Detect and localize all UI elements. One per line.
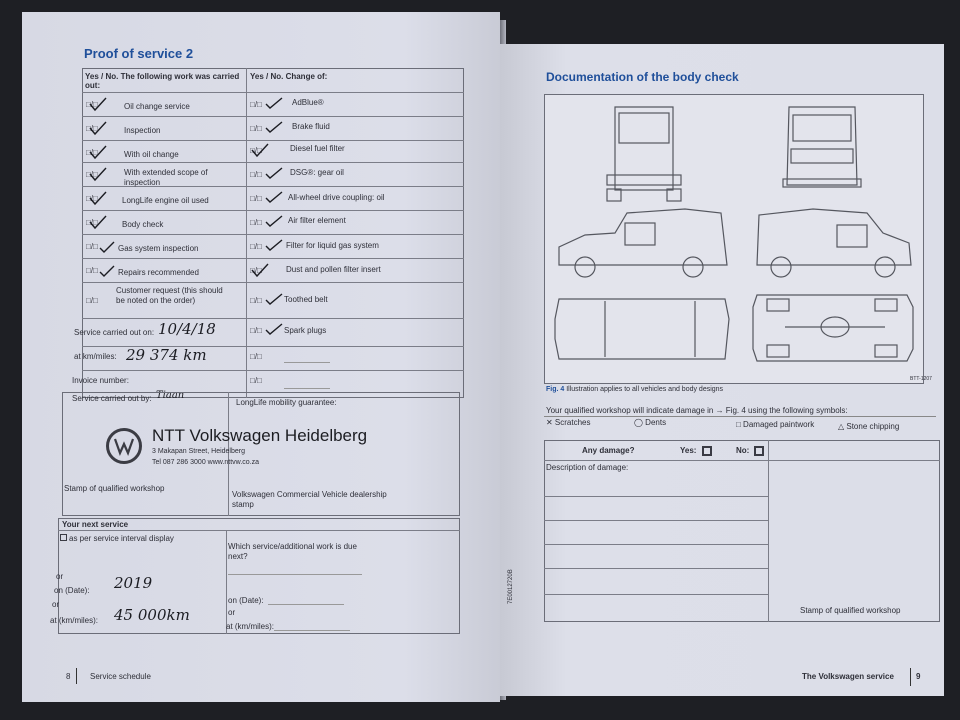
yes-label: Yes: (680, 446, 697, 455)
next-km-value[interactable]: 45 000km (114, 606, 190, 624)
item-customer: Customer request (this should be noted on the order) (116, 286, 223, 305)
check-brake[interactable]: □/□ (250, 124, 262, 133)
symbol-paintwork: □ Damaged paintwork (736, 420, 815, 429)
right-page (500, 44, 944, 696)
item-pollen: Dust and pollen filter insert (286, 265, 381, 274)
item-belt: Toothed belt (284, 295, 328, 304)
figure-code: BTT-1207 (910, 376, 932, 382)
carried-out-by-label: Service carried out by: (72, 394, 152, 403)
check-body[interactable]: □/□ (86, 218, 98, 227)
check-air[interactable]: □/□ (250, 218, 262, 227)
side-code: 7E0012720B (508, 569, 514, 604)
dealer-contact: Tel 087 286 3000 www.nttvw.co.za (152, 459, 260, 466)
body-check-title: Documentation of the body check (546, 70, 739, 84)
vehicle-diagram (545, 95, 923, 383)
item-gas: Gas system inspection (118, 244, 199, 253)
check-adblue[interactable]: □/□ (250, 100, 262, 109)
handwritten-ticks-col1 (86, 96, 116, 286)
item-repairs: Repairs recommended (118, 268, 199, 277)
stamp-label: Stamp of qualified workshop (64, 484, 165, 493)
col1-header: Yes / No. The following work was carried out: (85, 72, 240, 90)
item-body: Body check (122, 220, 164, 229)
item-spark: Spark plugs (284, 326, 327, 335)
check-diesel[interactable]: □/□ (250, 146, 262, 155)
description-label: Description of damage: (546, 463, 629, 472)
km-label: at km/miles: (74, 352, 117, 361)
handwritten-ticks-col2 (250, 96, 286, 336)
right-km-label: at (km/miles): (226, 622, 274, 631)
or-label-1: or (56, 572, 64, 581)
item-adblue: AdBlue® (292, 98, 324, 107)
symbol-scratches: ✕ Scratches (546, 418, 591, 427)
item-awd: All-wheel drive coupling: oil (288, 193, 385, 202)
item-brake: Brake fluid (292, 122, 330, 131)
item-oil-change: Oil change service (124, 102, 190, 111)
col2-header: Yes / No. Change of: (250, 72, 328, 81)
which-service-label: Which service/additional work is due next? (228, 542, 357, 561)
check-extended[interactable]: □/□ (86, 170, 98, 179)
footer-right: The Volkswagen service (802, 672, 894, 681)
next-km-label: at (km/miles): (50, 616, 98, 625)
item-extended: With extended scope of inspection (124, 168, 208, 187)
interval-display-checkbox[interactable] (60, 534, 67, 541)
km-value[interactable]: 29 374 km (126, 346, 207, 364)
check-dsg[interactable]: □/□ (250, 170, 262, 179)
right-stamp-label: Stamp of qualified workshop (800, 606, 901, 615)
check-gas[interactable]: □/□ (86, 242, 98, 251)
check-repairs[interactable]: □/□ (86, 266, 98, 275)
or-label-2: or (52, 600, 60, 609)
damage-no-checkbox[interactable] (754, 446, 764, 456)
service-date-value[interactable]: 10/4/18 (158, 320, 216, 338)
vw-logo (106, 428, 142, 464)
vw-stamp-label: Volkswagen Commercial Vehicle dealership stamp (232, 490, 387, 509)
item-air: Air filter element (288, 216, 346, 225)
next-service-title: Your next service (62, 520, 129, 529)
right-date-label: on (Date): (228, 596, 264, 605)
check-awd[interactable]: □/□ (250, 194, 262, 203)
check-blank-2[interactable]: □/□ (250, 376, 262, 385)
check-belt[interactable]: □/□ (250, 296, 262, 305)
item-diesel: Diesel fuel filter (290, 144, 345, 153)
carried-out-by-value[interactable]: Tiaan (156, 390, 185, 401)
service-date-label: Service carried out on: (74, 328, 155, 337)
page-number-right: 9 (916, 672, 921, 681)
item-lpg-filter: Filter for liquid gas system (286, 241, 379, 250)
dealer-address: 3 Makapan Street, Heidelberg (152, 448, 245, 455)
check-with-oil[interactable]: □/□ (86, 148, 98, 157)
left-page (22, 12, 500, 702)
check-inspection[interactable]: □/□ (86, 124, 98, 133)
instructions-text: Your qualified workshop will indicate damage in → Fig. 4 using the following symbols: (546, 406, 848, 415)
symbol-dents: ◯ Dents (634, 418, 667, 427)
any-damage-label: Any damage? (582, 446, 635, 455)
page-title: Proof of service 2 (84, 46, 194, 61)
vehicle-figure (544, 94, 924, 384)
page-number-left: 8 (66, 672, 71, 681)
check-pollen[interactable]: □/□ (250, 266, 262, 275)
next-date-label: on (Date): (54, 586, 90, 595)
interval-display-label: as per service interval display (69, 534, 174, 543)
check-longlife[interactable]: □/□ (86, 194, 98, 203)
item-inspection: Inspection (124, 126, 161, 135)
no-label: No: (736, 446, 750, 455)
check-blank-1[interactable]: □/□ (250, 352, 262, 361)
figure-caption-text: Illustration applies to all vehicles and body designs (566, 386, 724, 393)
damage-yes-checkbox[interactable] (702, 446, 712, 456)
check-lpg-filter[interactable]: □/□ (250, 242, 262, 251)
figure-caption-label: Fig. 4 (546, 386, 565, 393)
symbol-stone-chipping: △ Stone chipping (838, 422, 900, 431)
longlife-label: LongLife mobility guarantee: (236, 398, 337, 407)
dealer-name: NTT Volkswagen Heidelberg (152, 426, 368, 445)
check-customer[interactable]: □/□ (86, 296, 98, 305)
figure-caption (546, 386, 723, 393)
check-spark[interactable]: □/□ (250, 326, 262, 335)
item-with-oil: With oil change (124, 150, 179, 159)
check-oil-change[interactable]: □/□ (86, 100, 98, 109)
or-label-3: or (228, 608, 236, 617)
item-dsg: DSG®: gear oil (290, 168, 344, 177)
invoice-label: Invoice number: (72, 376, 129, 385)
next-date-value[interactable]: 2019 (114, 574, 153, 592)
item-longlife: LongLife engine oil used (122, 196, 209, 205)
footer-left: Service schedule (90, 672, 151, 681)
